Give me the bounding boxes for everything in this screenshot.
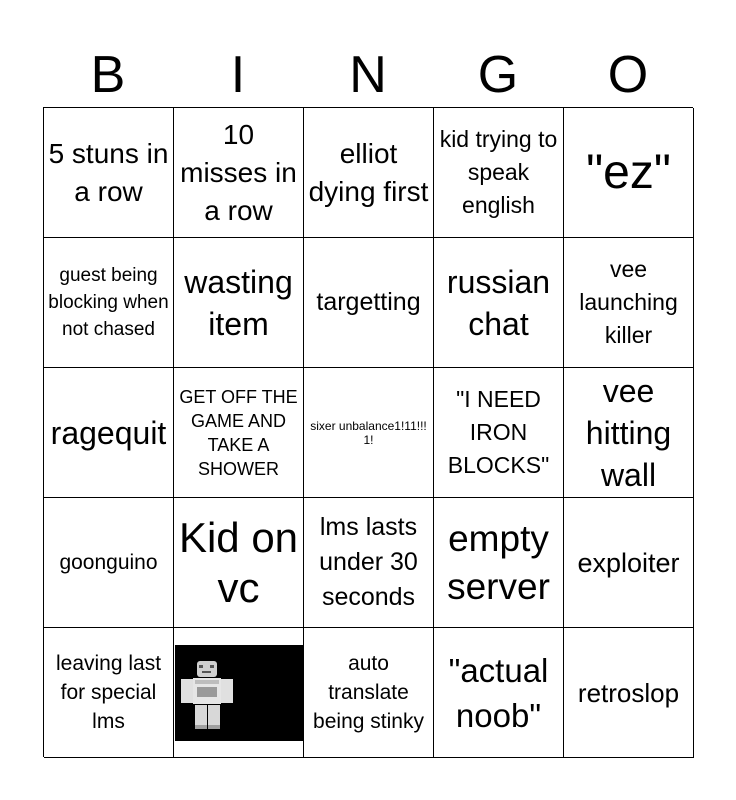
bingo-cell[interactable] [174,238,304,368]
cell-text: auto translate being stinky [313,652,424,733]
header-letter-n: N [349,46,387,104]
header-letter-b: B [90,46,126,104]
cell-text: kid trying to speak english [439,126,558,218]
avatar-figure-icon [175,645,303,741]
bingo-cell[interactable] [304,368,434,498]
cell-text: ragequit [50,414,167,451]
header-letter-g: G [477,46,519,104]
bingo-cell[interactable] [564,368,694,498]
cell-text: 5 stuns in a row [48,137,169,207]
bingo-cell[interactable] [434,238,564,368]
bingo-cell[interactable] [44,368,174,498]
cell-text: russian chat [446,263,551,342]
cell-text: wasting item [184,263,293,342]
bingo-cell[interactable] [304,108,434,238]
cell-text: vee launching killer [579,256,678,348]
cell-text: leaving last for special lms [55,652,162,733]
cell-text: Kid on vc [178,513,299,611]
bingo-cell[interactable] [174,368,304,498]
bingo-header [43,44,693,106]
bingo-cell[interactable] [174,498,304,628]
bingo-cell[interactable] [434,368,564,498]
cell-text: "I NEED IRON BLOCKS" [447,386,550,478]
cell-text: goonguino [59,551,158,574]
bingo-cell[interactable] [434,498,564,628]
bingo-cell[interactable] [44,628,174,758]
bingo-cell[interactable] [564,238,694,368]
cell-text: guest being blocking when not chased [48,265,169,340]
bingo-cell[interactable] [564,628,694,758]
bingo-cell[interactable] [564,108,694,238]
bingo-cell[interactable] [564,498,694,628]
header-letter-o: O [607,46,649,104]
cell-text: vee hitting wall [585,372,672,493]
bingo-cell-image[interactable] [174,628,304,758]
bingo-cell[interactable] [304,238,434,368]
header-letter-i: I [230,46,246,104]
roblox-avatar-image [175,645,303,741]
bingo-cell[interactable] [44,108,174,238]
bingo-cell[interactable] [44,238,174,368]
cell-text: GET OFF THE GAME AND TAKE A SHOWER [179,386,298,479]
cell-text: lms lasts under 30 seconds [319,513,418,611]
cell-text: 10 misses in a row [180,118,297,226]
bingo-cell[interactable] [174,108,304,238]
cell-text: sixer unbalance1!11!!!1! [310,418,427,447]
cell-text: exploiter [577,547,680,578]
cell-text: empty server [447,517,550,607]
bingo-cell[interactable] [434,108,564,238]
cell-text: targetting [316,288,421,316]
bingo-cell[interactable] [44,498,174,628]
bingo-cell[interactable] [304,498,434,628]
bingo-cell[interactable] [304,628,434,758]
bingo-board [43,107,693,757]
bingo-cell[interactable] [434,628,564,758]
cell-text: "actual noob" [448,651,549,734]
cell-text: "ez" [586,146,671,199]
cell-text: retroslop [577,677,680,708]
cell-text: elliot dying first [308,137,429,207]
